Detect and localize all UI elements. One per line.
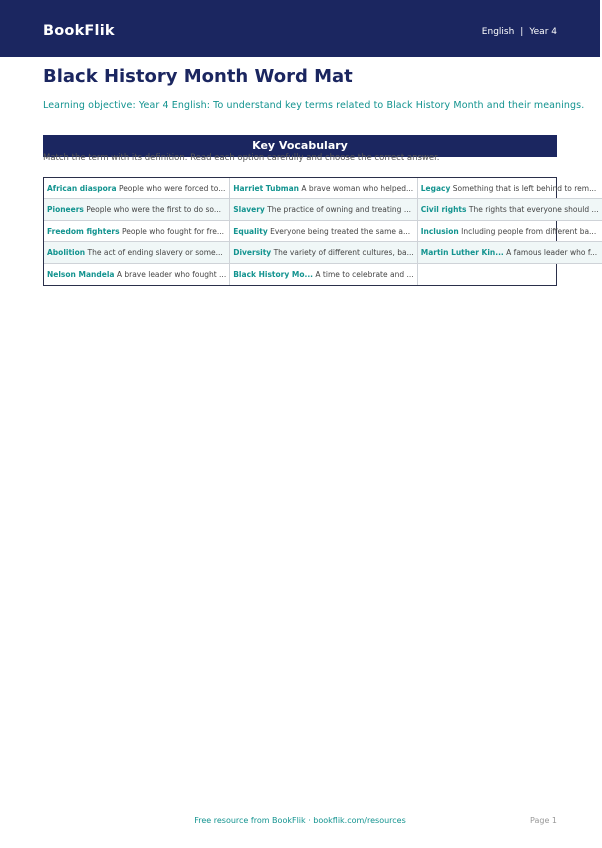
vocab-term: Legacy	[420, 184, 451, 193]
vocab-cell	[230, 221, 418, 242]
vocab-cell	[418, 199, 602, 220]
page-header	[0, 0, 600, 57]
vocab-cell	[44, 221, 230, 242]
vocab-cell	[230, 178, 418, 199]
vocab-term: Martin Luther Kin...	[420, 248, 504, 258]
instructions: Match the term with its definition. Read each option carefully and choose the correct answer.	[43, 153, 440, 163]
vocab-definition: People who were forced to...	[118, 184, 226, 193]
meta-separator: |	[520, 27, 524, 37]
vocab-term: African diaspora	[47, 184, 117, 193]
vocab-definition: Everyone being treated the same a...	[270, 226, 411, 236]
vocab-term: Freedom fighters	[47, 226, 120, 236]
vocab-definition: A famous leader who f...	[506, 248, 598, 258]
vocab-cell	[44, 242, 230, 263]
footer-credit: Free resource from BookFlik · bookflik.com/resources	[194, 816, 406, 825]
vocab-cell	[230, 264, 418, 285]
vocab-term: Pioneers	[47, 205, 84, 215]
vocab-definition: Including people from different ba...	[461, 226, 597, 236]
header-meta	[482, 27, 557, 37]
vocab-definition: People who fought for fre...	[121, 226, 224, 236]
vocab-definition: A brave leader who fought ...	[116, 269, 227, 279]
vocab-definition: The act of ending slavery or some...	[87, 248, 223, 258]
vocab-definition: The variety of different cultures, ba...	[273, 248, 414, 258]
vocab-cell	[44, 199, 230, 220]
subject-label: English	[481, 27, 515, 37]
vocab-cell	[418, 242, 602, 263]
vocabulary-heading: Key Vocabulary	[43, 135, 557, 157]
vocab-term: Abolition	[47, 248, 86, 258]
vocab-cell	[418, 178, 602, 199]
vocab-definition: People who were the first to do so...	[86, 205, 222, 215]
vocab-term: Slavery	[233, 205, 265, 215]
vocab-definition: The rights that everyone should ...	[468, 205, 599, 215]
vocab-cell	[44, 178, 230, 199]
page-title: Black History Month Word Mat	[43, 66, 353, 87]
vocab-cell	[230, 199, 418, 220]
vocab-cell	[44, 264, 230, 285]
vocab-definition: The practice of owning and treating ...	[267, 205, 411, 215]
page-number: Page 1	[530, 816, 557, 825]
vocab-term: Black History Mo...	[233, 269, 314, 279]
brand-logo[interactable]: BookFlik	[43, 23, 115, 39]
vocab-definition: A brave woman who helped...	[301, 184, 414, 193]
vocab-definition: Something that is left behind to rem...	[452, 184, 597, 193]
year-label: Year 4	[529, 27, 557, 37]
vocab-term: Harriet Tubman	[233, 184, 300, 193]
vocab-term: Equality	[233, 226, 268, 236]
empty-cell	[418, 264, 602, 285]
vocab-term: Nelson Mandela	[47, 269, 115, 279]
vocab-cell	[418, 221, 602, 242]
learning-objective: Learning objective: Year 4 English: To understand key terms related to Black History Month and their meanings.	[43, 100, 585, 111]
vocab-term: Civil rights	[420, 205, 467, 215]
vocab-cell	[230, 242, 418, 263]
vocab-term: Diversity	[233, 248, 272, 258]
vocab-term: Inclusion	[420, 226, 459, 236]
vocab-definition: A time to celebrate and ...	[315, 269, 414, 279]
vocabulary-grid	[43, 177, 599, 286]
